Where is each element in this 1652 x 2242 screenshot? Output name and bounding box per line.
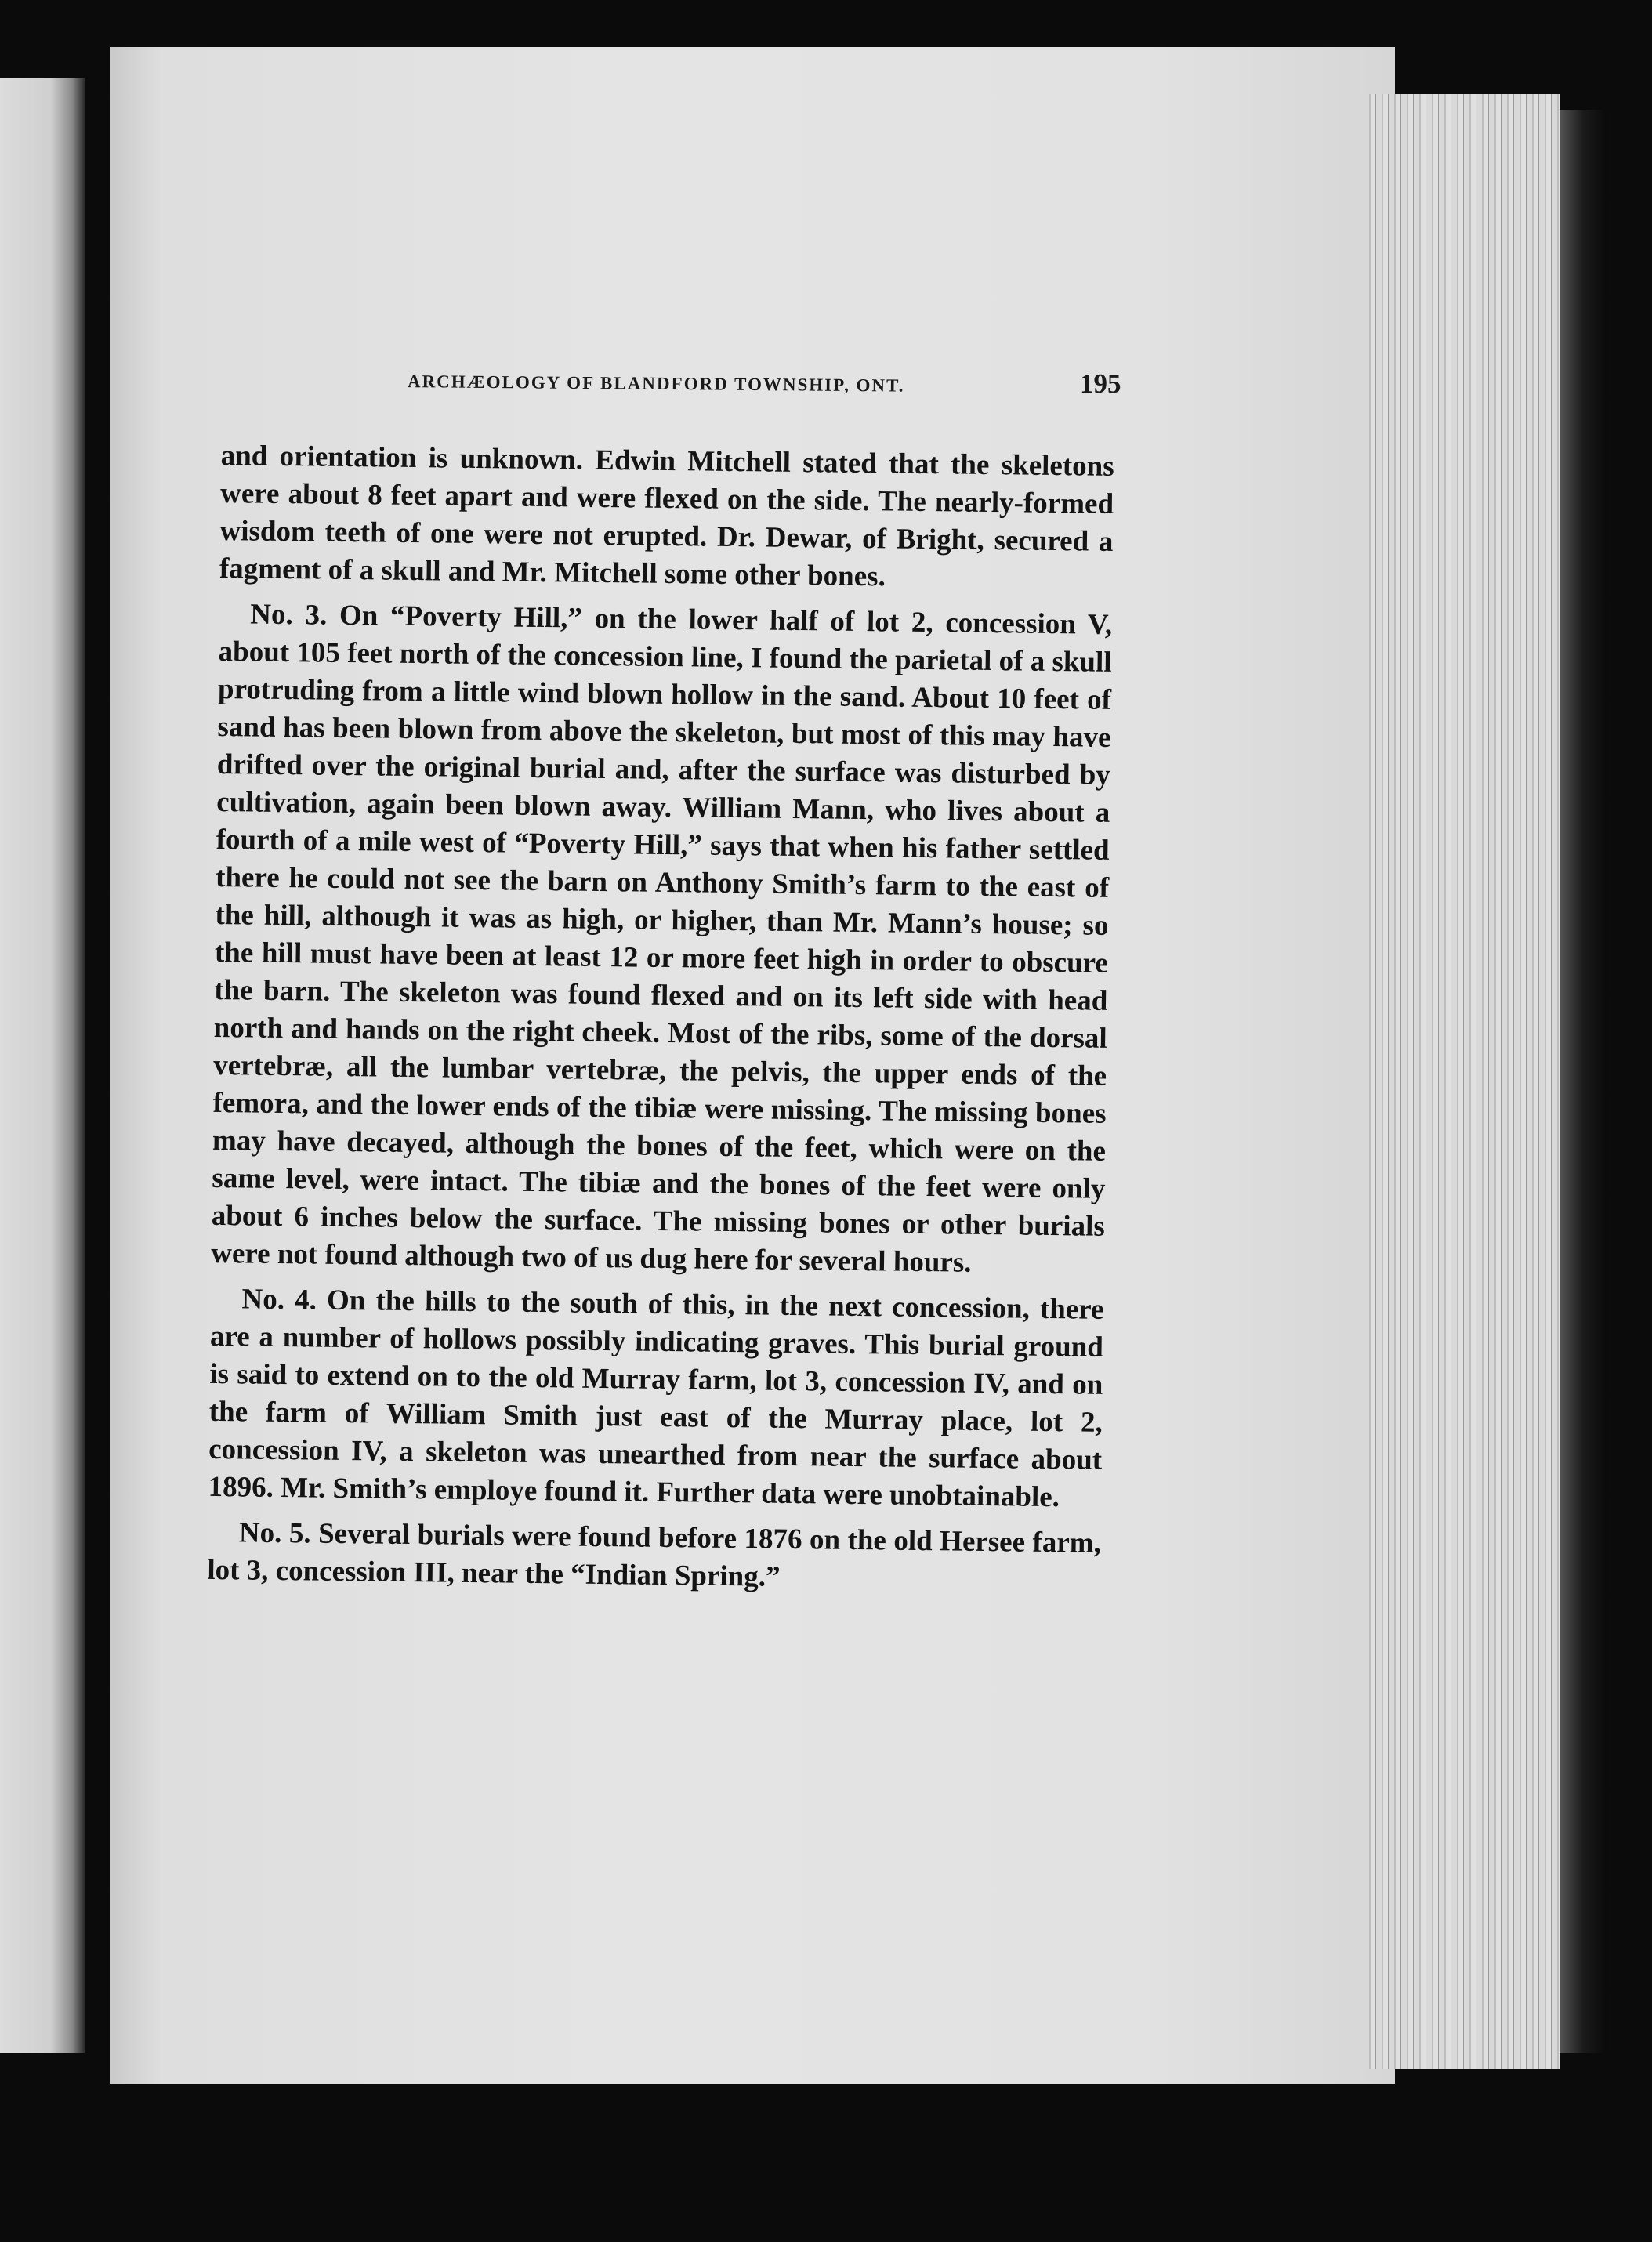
running-head: ARCHÆOLOGY OF BLANDFORD TOWNSHIP, ONT. [407,371,905,396]
paragraph-1: and orientation is unknown. Edwin Mitchell stated that the skeletons were about 8 feet apart and were flexed on the side. The nearly-formed wisdom teeth of one were not erupted. Dr. Dewar, of Bright, secured a fagment of a skull and Mr. Mitchell some other bones. [219,439,1114,593]
book-cover-edge [1560,110,1607,2053]
paragraph-4: No. 5. Several burials were found before 1876 on the old Hersee farm, lot 3, concession III, near the “Indian Spring.” [207,1516,1102,1593]
page-stack-edge [1364,94,1560,2069]
paragraph-3: No. 4. On the hills to the south of this, in the next concession, there are a number of hollows possibly indicating graves. This burial ground is said to extend on to the old Murray farm, lot 3, concession IV, and on the farm of William Smith just east of the Murray place, lot 2, concession IV, a skeleton was unearthed from near the surface about 1896. Mr. Smith’s employe found it. Further data were unobtainable. [208,1283,1104,1514]
paragraph-2: No. 3. On “Poverty Hill,” on the lower half of lot 2, concession V, about 105 feet north of the concession line, I found the parietal of a skull protruding from a little wind blown hollow in the sand. About 10 feet of sand has been blown from above the skeleton, but most of this may have drifted over the original burial and, after the surface was disturbed by cultivation, again been blown away. William Mann, who lives about a fourth of a mile west of “Poverty Hill,” says that when his father settled there he could not see the barn on Anthony Smith’s farm to the east of the hill, although it was as high, or higher, than Mr. Mann’s house; so the hill must have been at least 12 or more feet high in order to obscure the barn. The skeleton was found flexed and on its left side with head north and hands on the right cheek. Most of the ribs, some of the dorsal vertebræ, all the lumbar vertebræ, the pelvis, the upper ends of the femora, and the lower ends of the tibiæ were missing. The missing bones may have decayed, although the bones of the feet, which were on the same level, were intact. The tibiæ and the bones of the feet were only about 6 inches below the surface. The missing bones or other burials were not found although two of us dug here for several hours. [211,598,1113,1279]
page-number: 195 [1080,368,1121,399]
body-text [207,437,1114,1608]
left-page-edge [0,78,85,2053]
